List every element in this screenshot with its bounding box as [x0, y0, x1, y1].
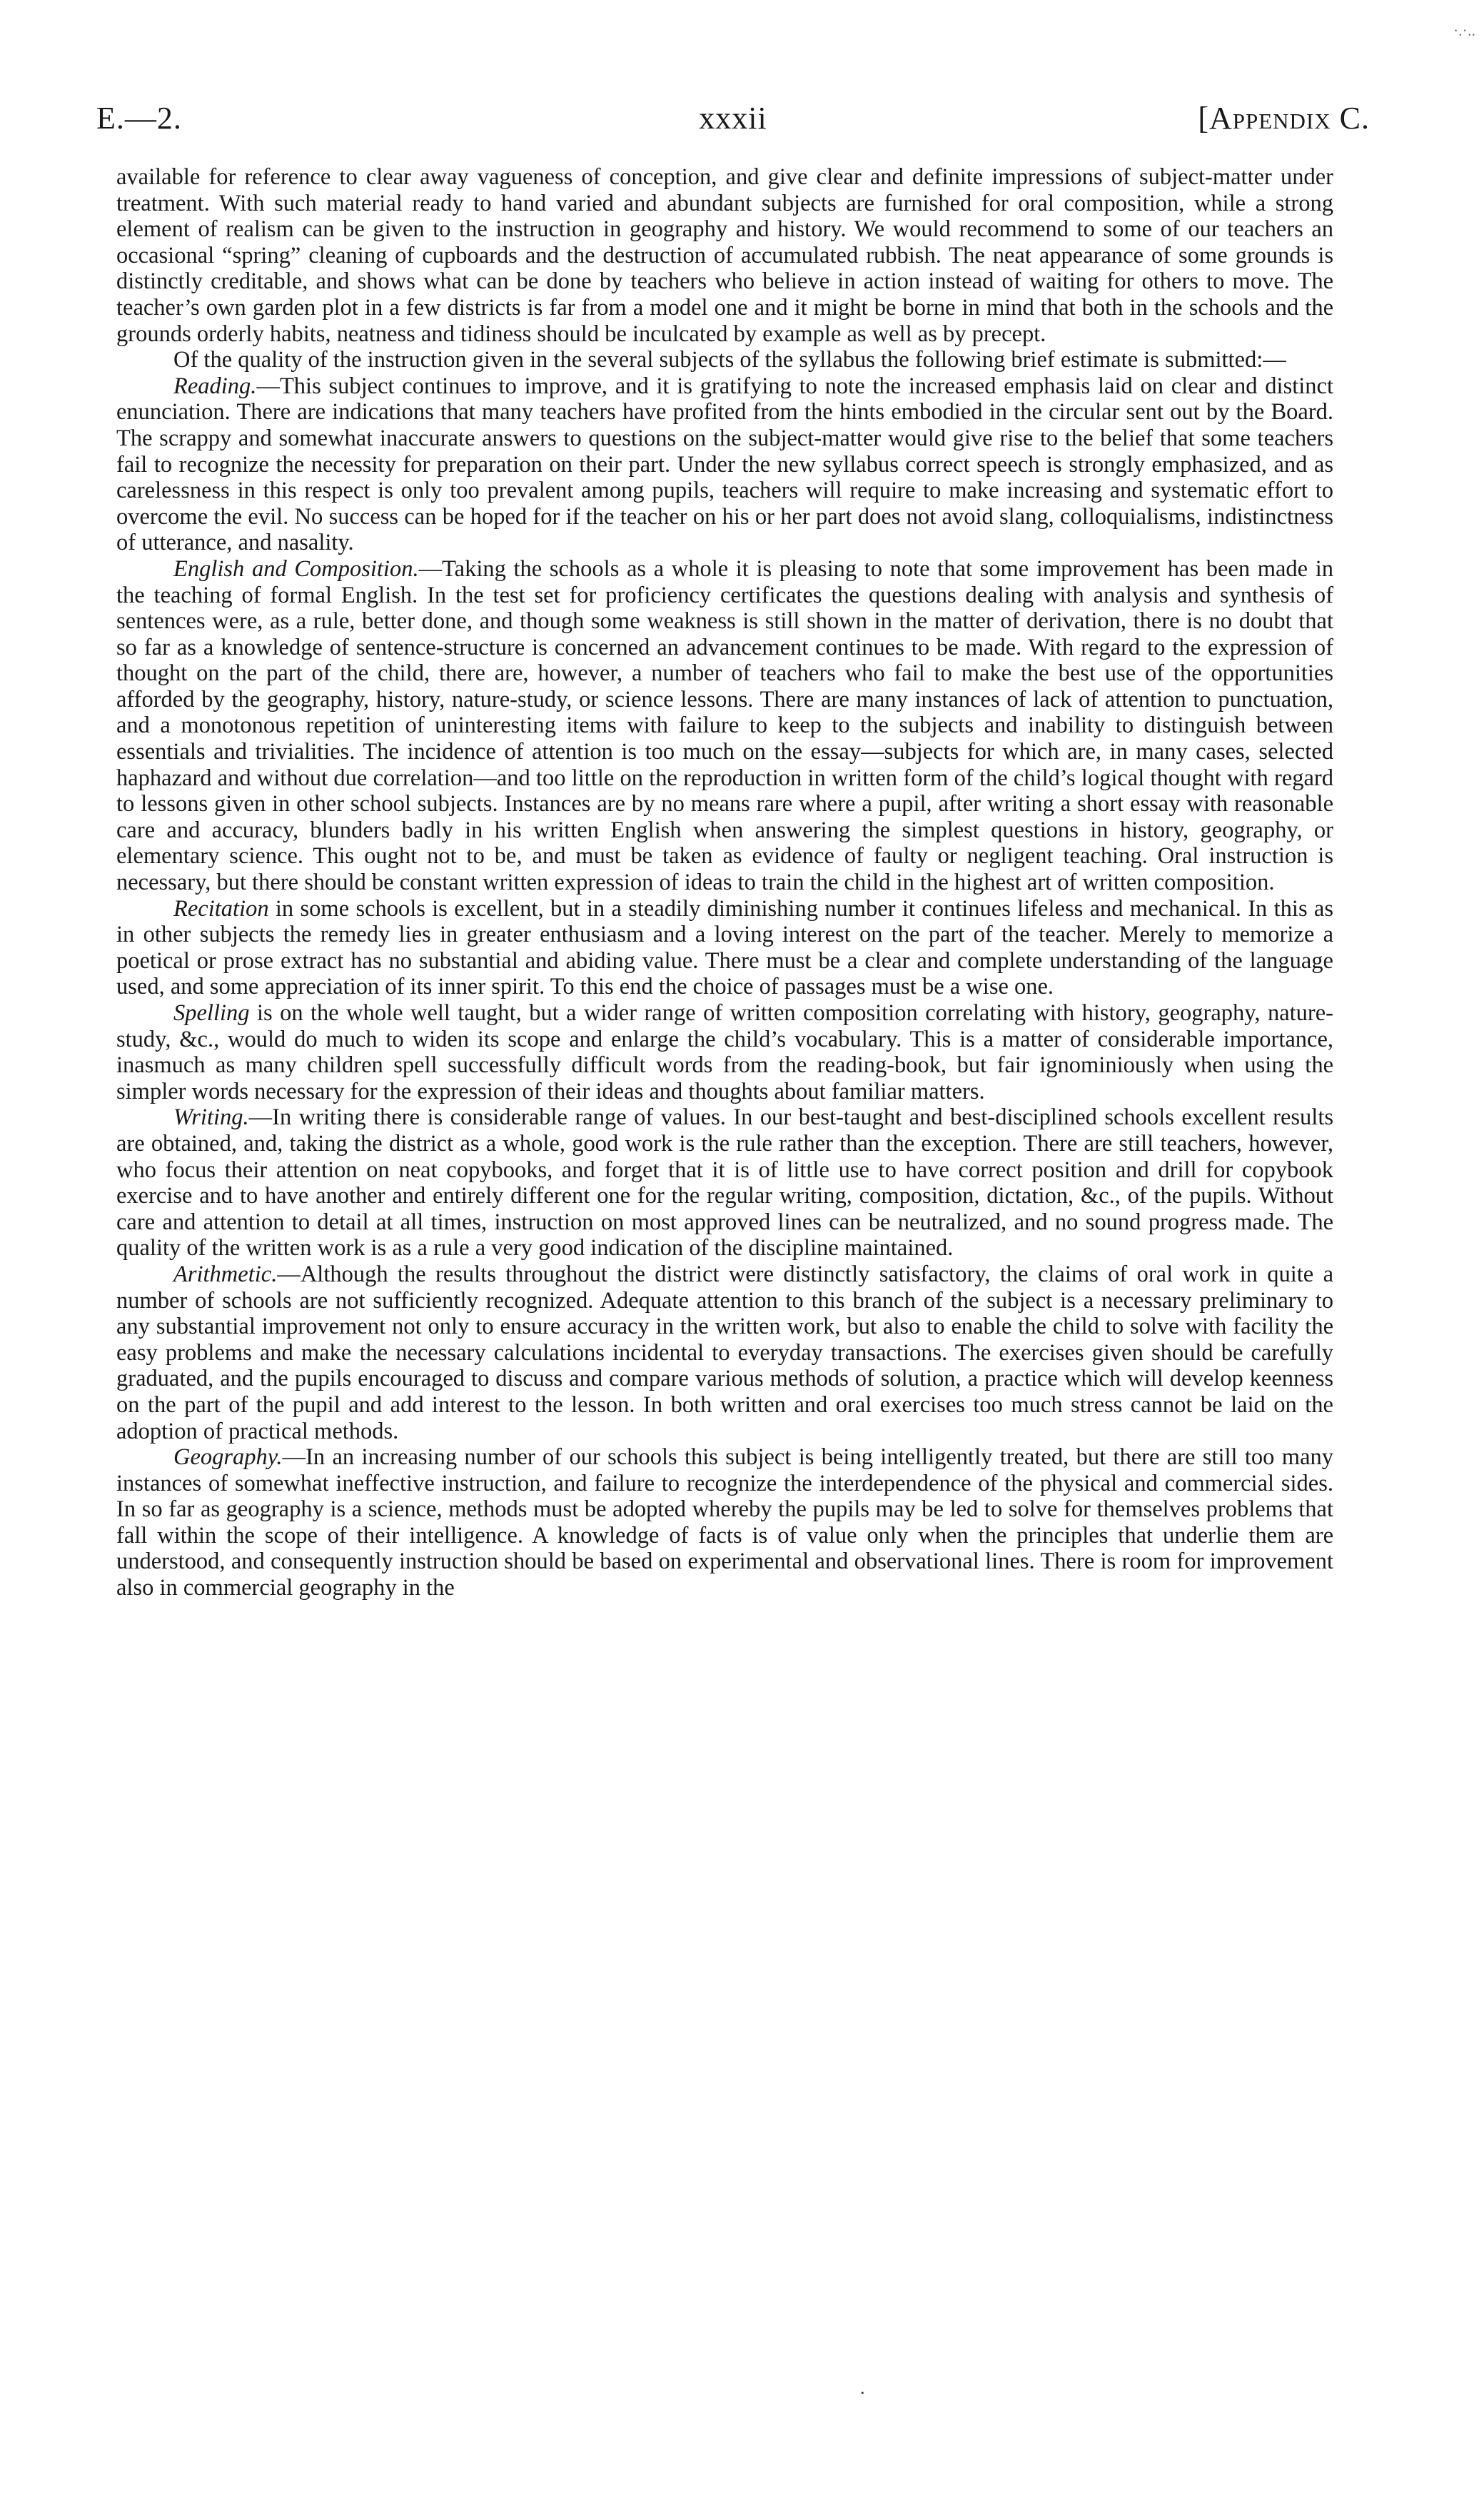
paragraph-text: —Although the results throughout the district were distinctly satisfactory, the claims of oral work in quite a number of schools are not sufficiently recognized. Adequate attention to this branch of the subject is a necessary preliminary to any substantial improvement not only to ensure accuracy in the written work, but also to enable the child to solve with facility the easy problems and make the necessary calculations incidental to everyday transactions. The exercises given should be carefully graduated, and the pupils encouraged to discuss and compare various methods of solution, a practice which will develop keenness on the part of the pupil and add interest to the lesson. In both written and oral exercises too much stress cannot be laid on the adoption of practical methods.	[116, 1261, 1333, 1444]
paragraph	[116, 347, 1333, 373]
section-heading: Spelling	[173, 1000, 250, 1026]
paragraph	[116, 556, 1333, 896]
section-heading: Writing.	[173, 1104, 249, 1131]
section-heading: Reading.	[173, 373, 257, 399]
paragraph	[116, 1000, 1333, 1104]
section-heading: Arithmetic.	[173, 1261, 278, 1287]
paragraph-text: Of the quality of the instruction given in the several subjects of the syllabus the following brief estimate is submitted:—	[173, 347, 1286, 373]
body-text	[116, 164, 1333, 1601]
paragraph	[116, 164, 1333, 347]
paragraph-text: —Taking the schools as a whole it is pleasing to note that some improvement has been made in the teaching of formal English. In the test set for proficiency certificates the questions dealing with analysis and synthesis of sentences were, as a rule, better done, and though some weakness is still shown in the matter of derivation, there is no doubt that so far as a knowledge of sentence-structure is concerned an advancement continues to be made. With regard to the expression of thought on the part of the child, there are, however, a number of teachers who fail to make the best use of the opportunities afforded by the geography, history, nature-study, or science lessons. There are many instances of lack of attention to punctuation, and a monotonous repetition of uninteresting items with failure to keep to the subjects and inability to distinguish between essentials and trivialities. The incidence of attention is too much on the essay—subjects for which are, in many cases, selected haphazard and without due correlation—and too little on the reproduction in written form of the child’s logical thought with regard to lessons given in other school subjects. Instances are by no means rare where a pupil, after writing a short essay with reasonable care and accuracy, blunders badly in his written English when answering the simplest questions in history, geography, or elementary science. This ought not to be, and must be taken as evidence of faulty or negligent teaching. Oral instruction is necessary, but there should be constant written expression of ideas to train the child in the highest art of written composition.	[116, 555, 1333, 896]
paragraph	[116, 1444, 1333, 1601]
paragraph-text: is on the whole well taught, but a wider range of written composition correlating with history, geography, nature-study, &c., would do much to widen its scope and enlarge the child’s vocabulary. This is a matter of considerable importance, inasmuch as many children spell successfully difficult words from the reading-book, but fair ignominiously when using the simpler words necessary for the expression of their ideas and thoughts about familiar matters.	[116, 1000, 1333, 1104]
section-heading: Geography.	[173, 1444, 283, 1471]
page-header	[96, 100, 1370, 143]
section-heading: English and Composition.	[173, 555, 419, 582]
paragraph	[116, 1261, 1333, 1444]
report-code: E.—2.	[96, 101, 182, 136]
scan-corner-mark: ·.·..	[1453, 21, 1475, 39]
paragraph-text: —This subject continues to improve, and it is gratifying to note the increased emphasis laid on clear and distinct enunciation. There are indications that many teachers have profited from the hints embodied in the circular sent out by the Board. The scrappy and somewhat inaccurate answers to questions on the subject-matter would give rise to the belief that some teachers fail to recognize the necessity for preparation on their part. Under the new syllabus correct speech is strongly emphasized, and as carelessness in this respect is only too prevalent among pupils, teachers will require to make increasing and systematic effort to overcome the evil. No success can be hoped for if the teacher on his or her part does not avoid slang, colloquialisms, indistinctness of utterance, and nasality.	[116, 373, 1333, 556]
paragraph	[116, 896, 1333, 1000]
paragraph-text: —In an increasing number of our schools this subject is being intelligently treated, but there are still too many instances of somewhat ineffective instruction, and failure to recognize the interdependence of the physical and commercial sides. In so far as geography is a science, methods must be adopted whereby the pupils may be led to solve for themselves problems that fall within the scope of their intelligence. A knowledge of facts is of value only when the principles that underlie them are understood, and consequently instruction should be based on experimental and observational lines. There is room for improvement also in commercial geography in the	[116, 1444, 1333, 1601]
section-heading: Recitation	[173, 895, 269, 922]
paragraph-text: —In writing there is considerable range of values. In our best-taught and best-disciplined schools excellent results are obtained, and, taking the district as a whole, good work is the rule rather than the exception. There are still teachers, however, who focus their attention on neat copybooks, and forget that it is of little use to have correct position and drill for copybook exercise and to have another and entirely different one for the regular writing, composition, dictation, &c., of the pupils. Without care and attention to detail at all times, instruction on most approved lines can be neutralized, and no sound progress made. The quality of the written work is as a rule a very good indication of the discipline maintained.	[116, 1104, 1333, 1261]
paragraph-text: in some schools is excellent, but in a steadily diminishing number it continues lifeless and mechanical. In this as in other subjects the remedy lies in greater enthusiasm and a loving interest on the part of the teacher. Merely to memorize a poetical or prose extract has no substantial and abiding value. There must be a clear and complete understanding of the language used, and some appreciation of its inner spirit. To this end the choice of passages must be a wise one.	[116, 895, 1333, 1000]
paragraph-text: available for reference to clear away vagueness of conception, and give clear and definite impressions of subject-matter under treatment. With such material ready to hand varied and abundant subjects are furnished for oral composition, while a strong element of realism can be given to the instruction in geography and history. We would recommend to some of our teachers an occasional “spring” cleaning of cupboards and the destruction of accumulated rubbish. The neat appearance of some grounds is distinctly creditable, and shows what can be done by teachers who believe in action instead of waiting for others to move. The teacher’s own garden plot in a few districts is far from a model one and it might be borne in mind that both in the schools and the grounds orderly habits, neatness and tidiness should be inculcated by example as well as by precept.	[116, 164, 1333, 347]
paragraph	[116, 373, 1333, 556]
page-number: xxxii	[699, 101, 767, 136]
appendix-label: [Appendix C.	[1198, 101, 1370, 136]
footer-mark: .	[860, 2377, 865, 2398]
paragraph	[116, 1104, 1333, 1261]
